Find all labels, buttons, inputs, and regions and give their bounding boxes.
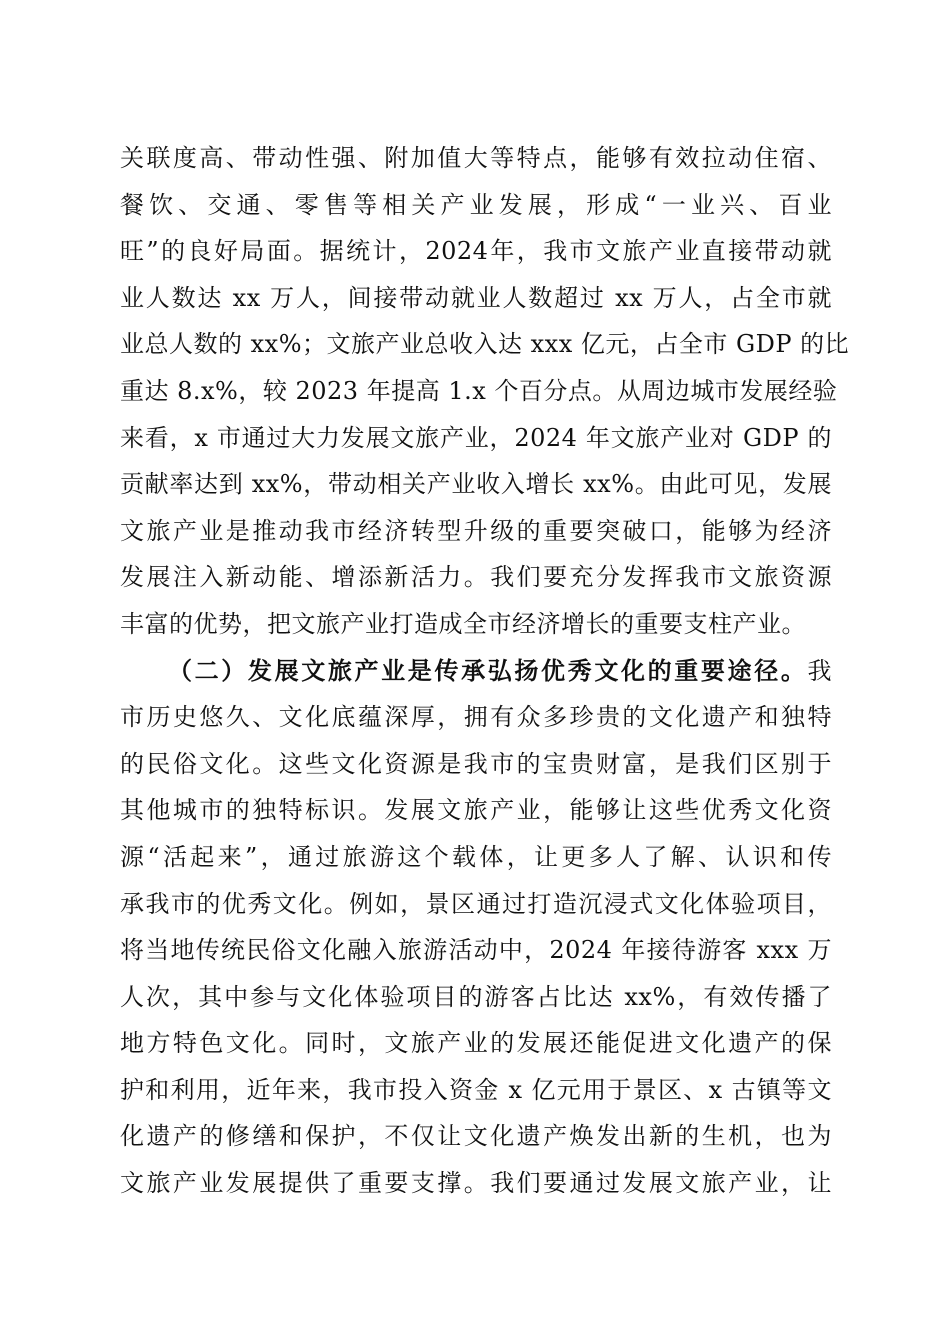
text-line: 化遗产的修缮和保护，不仅让文化遗产焕发出新的生机，也为	[120, 1122, 832, 1151]
text-line: 文旅产业是推动我市经济转型升级的重要突破口，能够为经济	[120, 516, 832, 545]
text-line: 业人数达 xx 万人，间接带动就业人数超过 xx 万人，占全市就	[120, 283, 832, 312]
text-line: 来看，x 市通过大力发展文旅产业，2024 年文旅产业对 GDP 的	[120, 423, 832, 452]
text-line: 文旅产业发展提供了重要支撑。我们要通过发展文旅产业，让	[120, 1169, 832, 1198]
text-line: 地方特色文化。同时，文旅产业的发展还能促进文化遗产的保	[120, 1029, 832, 1058]
text-line: 护和利用，近年来，我市投入资金 x 亿元用于景区、x 古镇等文	[120, 1075, 832, 1104]
text-line: 将当地传统民俗文化融入旅游活动中，2024 年接待游客 xxx 万	[120, 936, 832, 965]
body-text	[120, 135, 850, 1207]
text-line: 业总人数的 xx%；文旅产业总收入达 xxx 亿元，占全市 GDP 的比	[120, 330, 850, 359]
text-line: 丰富的优势，把文旅产业打造成全市经济增长的重要支柱产业。	[120, 609, 806, 638]
text-line: 的民俗文化。这些文化资源是我市的宝贵财富，是我们区别于	[120, 749, 832, 778]
text-line: 旺”的良好局面。据统计，2024年，我市文旅产业直接带动就	[120, 237, 832, 266]
text-line: 承我市的优秀文化。例如，景区通过打造沉浸式文化体验项目，	[120, 889, 832, 918]
text-line: 人次，其中参与文化体验项目的游客占比达 xx%，有效传播了	[120, 982, 832, 1011]
text-line: 重达 8.x%，较 2023 年提高 1.x 个百分点。从周边城市发展经验	[120, 376, 838, 405]
text-line: 源“活起来”，通过旅游这个载体，让更多人了解、认识和传	[120, 842, 832, 871]
text-line: 其他城市的独特标识。发展文旅产业，能够让这些优秀文化资	[120, 796, 832, 825]
text-line: 市历史悠久、文化底蕴深厚，拥有众多珍贵的文化遗产和独特	[120, 703, 832, 732]
heading-tail-text: 我	[807, 656, 832, 685]
text-line: 发展注入新动能、增添新活力。我们要充分发挥我市文旅资源	[120, 563, 832, 592]
text-line: 关联度高、带动性强、附加值大等特点，能够有效拉动住宿、	[120, 144, 832, 172]
text-line: 贡献率达到 xx%，带动相关产业收入增长 xx%。由此可见，发展	[120, 470, 832, 499]
section-heading: （二）发展文旅产业是传承弘扬优秀文化的重要途径。	[168, 655, 808, 685]
text-line: 餐饮、交通、零售等相关产业发展，形成“一业兴、百业	[120, 190, 832, 219]
section-heading-line	[120, 648, 832, 695]
